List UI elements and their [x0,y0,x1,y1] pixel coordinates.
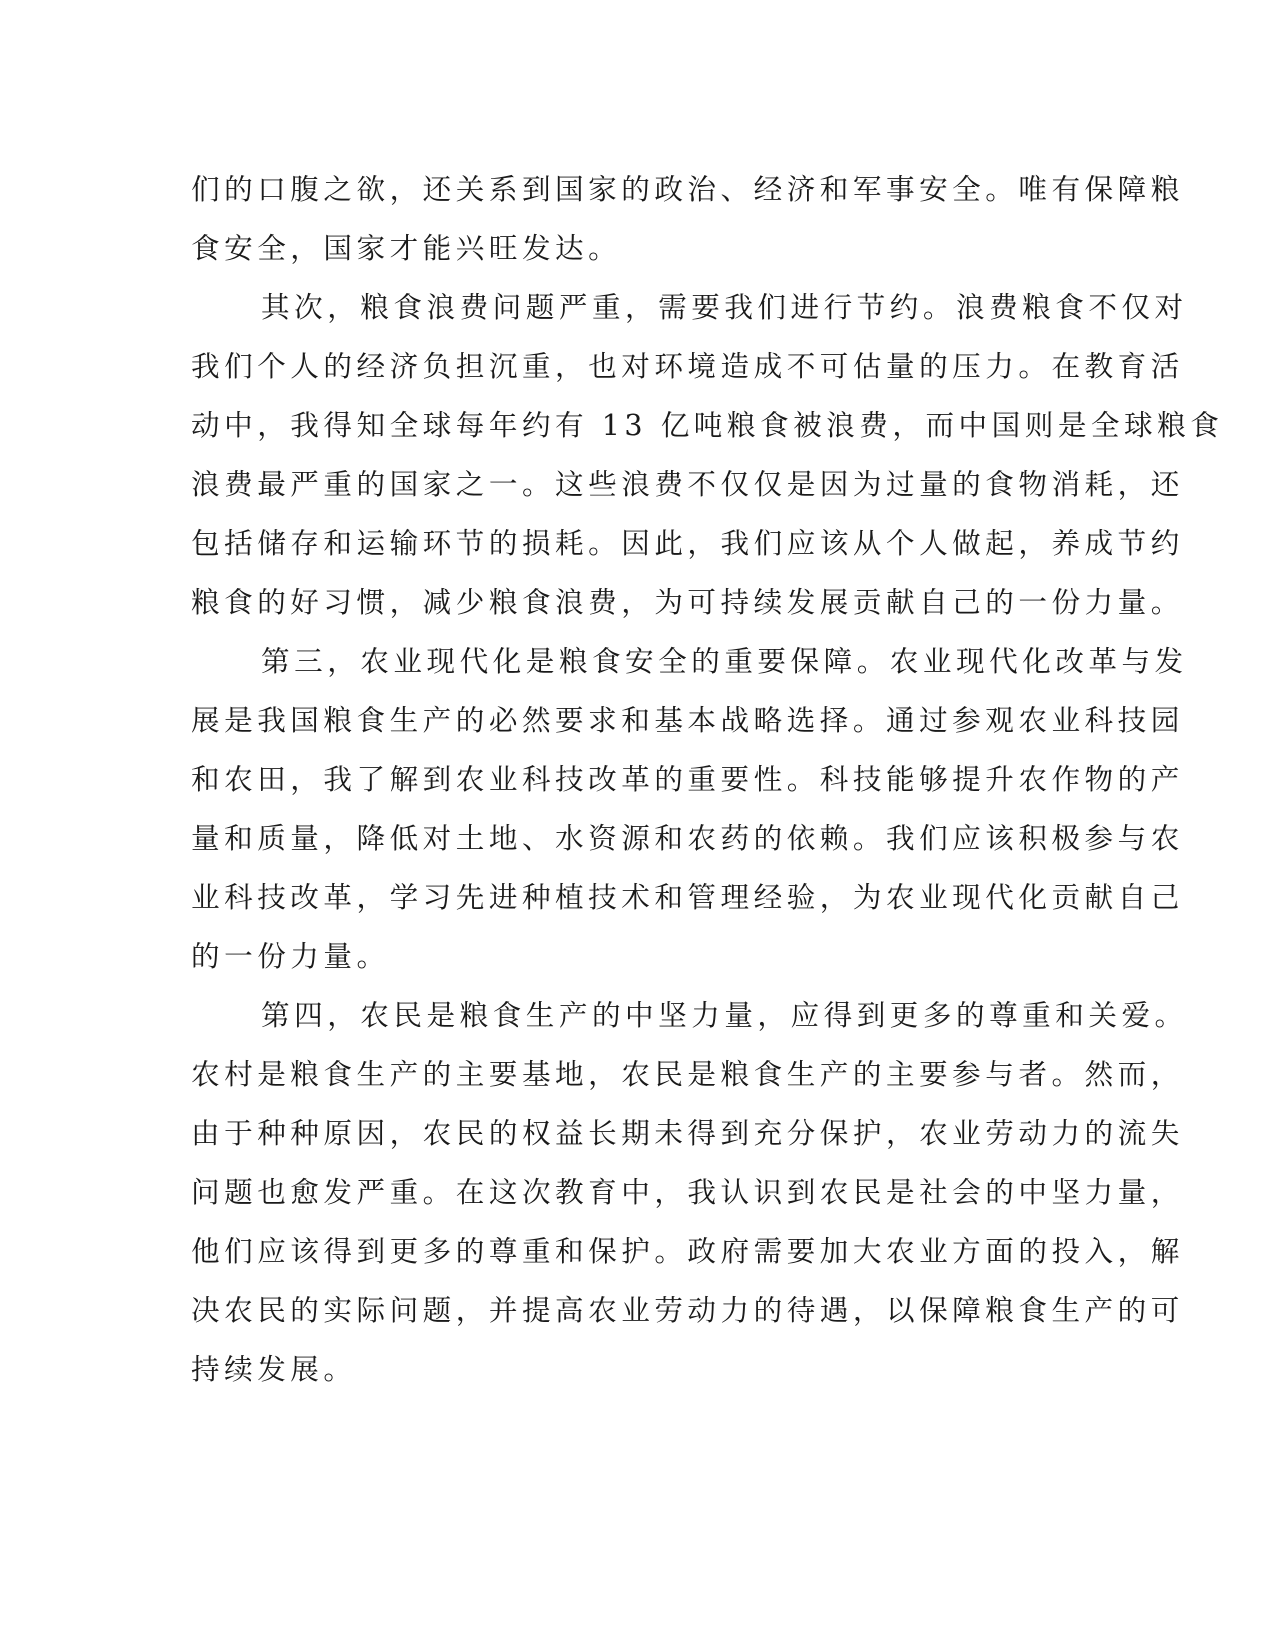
paragraph-3 [191,632,1188,986]
paragraph-4 [191,986,1188,1399]
body-text [191,160,1224,1399]
text-line: 问题也愈发严重。在这次教育中，我认识到农民是社会的中坚力量， [191,1175,1184,1209]
text-line: 我们个人的经济负担沉重，也对环境造成不可估量的压力。在教育活 [191,349,1184,383]
text-line: 决农民的实际问题，并提高农业劳动力的待遇，以保障粮食生产的可 [191,1293,1184,1327]
text-line: 包括储存和运输环节的损耗。因此，我们应该从个人做起，养成节约 [191,526,1184,560]
text-line: 第三，农业现代化是粮食安全的重要保障。农业现代化改革与发 [261,644,1188,678]
text-line: 他们应该得到更多的尊重和保护。政府需要加大农业方面的投入，解 [191,1234,1184,1268]
text-line: 由于种种原因，农民的权益长期未得到充分保护，农业劳动力的流失 [191,1116,1184,1150]
text-line: 动中，我得知全球每年约有 13 亿吨粮食被浪费，而中国则是全球粮食 [191,408,1224,442]
text-line: 浪费最严重的国家之一。这些浪费不仅仅是因为过量的食物消耗，还 [191,467,1184,501]
text-line: 农村是粮食生产的主要基地，农民是粮食生产的主要参与者。然而， [191,1057,1184,1091]
paragraph-2 [191,278,1224,632]
text-line: 粮食的好习惯，减少粮食浪费，为可持续发展贡献自己的一份力量。 [191,585,1184,619]
text-line: 持续发展。 [191,1352,357,1386]
text-line: 食安全，国家才能兴旺发达。 [191,231,622,265]
text-line: 和农田，我了解到农业科技改革的重要性。科技能够提升农作物的产 [191,762,1184,796]
text-line: 量和质量，降低对土地、水资源和农药的依赖。我们应该积极参与农 [191,821,1184,855]
text-line: 业科技改革，学习先进种植技术和管理经验，为农业现代化贡献自己 [191,880,1184,914]
text-line: 其次，粮食浪费问题严重，需要我们进行节约。浪费粮食不仅对 [261,290,1188,324]
text-line: 第四，农民是粮食生产的中坚力量，应得到更多的尊重和关爱。 [261,998,1188,1032]
paragraph-1 [191,160,1184,278]
text-line: 们的口腹之欲，还关系到国家的政治、经济和军事安全。唯有保障粮 [191,172,1184,206]
text-line: 的一份力量。 [191,939,390,973]
text-line: 展是我国粮食生产的必然要求和基本战略选择。通过参观农业科技园 [191,703,1184,737]
